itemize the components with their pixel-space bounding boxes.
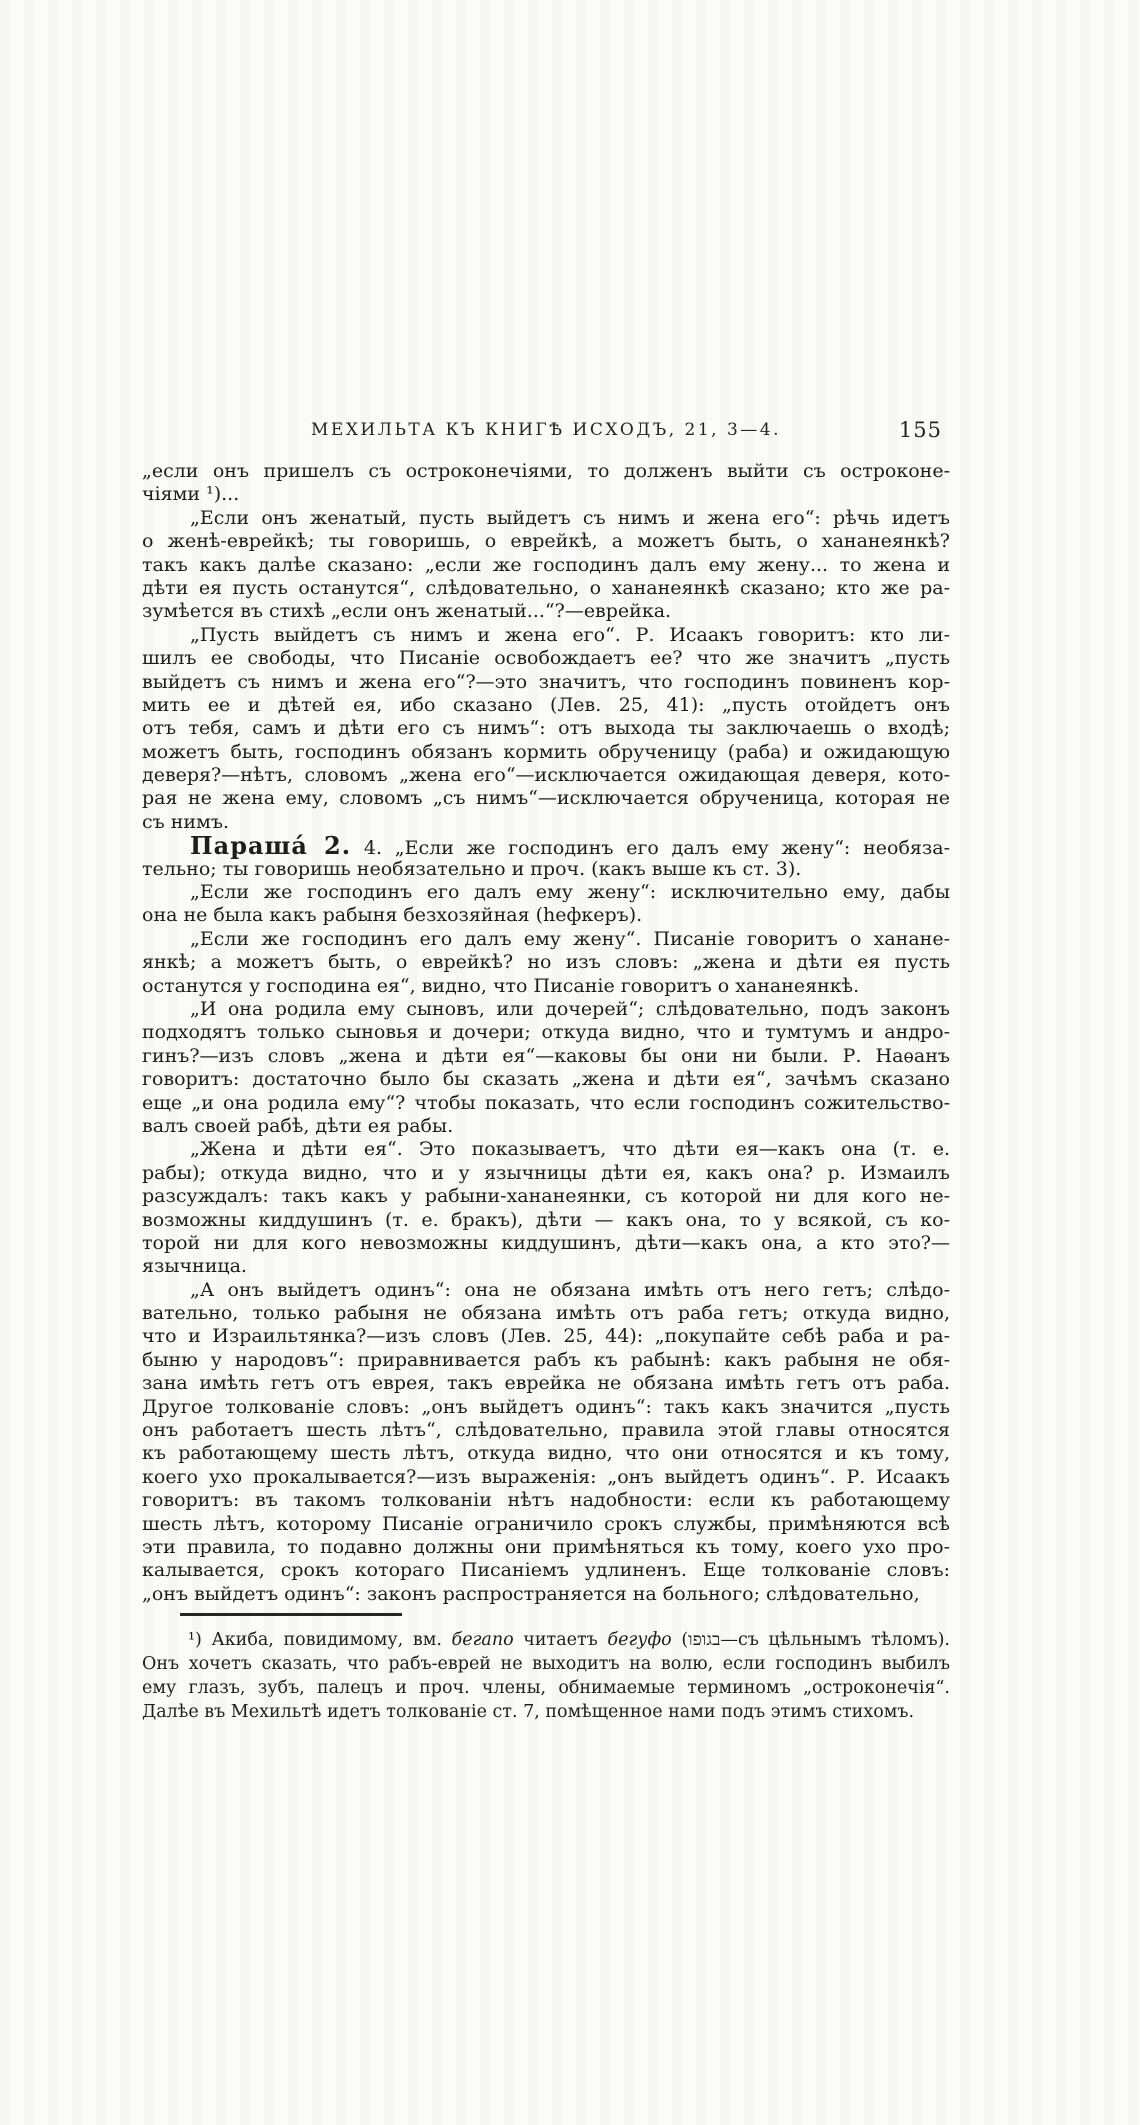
body-text-line: Параша́ 2. 4. „Если же господинъ его далъ ему жену“: необяза- [190,831,950,861]
body-text-line: говоритъ: въ такомъ толкованіи нѣтъ надобности: если къ работающему [142,1489,950,1512]
body-text-line: „Пусть выйдетъ съ нимъ и жена его“. Р. Исаакъ говоритъ: кто ли- [190,623,950,646]
footnote-text-line: ему глазъ, зубъ, палецъ и проч. члены, обнимаемые терминомъ „остроконечія“. [142,1678,950,1698]
body-text-line: валъ своей рабѣ, дѣти ея рабы. [142,1114,454,1137]
body-text-line: выйдетъ съ нимъ и жена его“?—это значитъ, что господинъ повиненъ кор- [142,670,950,693]
body-text-line: что и Израильтянка?—изъ словъ (Лев. 25, 44): „покупайте себѣ раба и ра- [142,1325,950,1348]
body-text-line: „Жена и дѣти ея“. Это показываетъ, что дѣти ея—какъ она (т. е. [190,1138,950,1161]
body-text-line: „А онъ выйдетъ одинъ“: она не обязана имѣть отъ него гетъ; слѣдо- [190,1278,950,1301]
running-title: МЕХИЛЬТА КЪ КНИГѢ ИСХОДЪ, 21, 3—4. [311,420,781,440]
body-text-line: быню у народовъ“: приравнивается рабъ къ рабынѣ: какъ рабыня не обя- [142,1348,950,1371]
body-text-line: шесть лѣтъ, которому Писаніе ограничило срокъ службы, примѣняются всѣ [142,1512,950,1535]
body-text-line: Другое толкованіе словъ: „онъ выйдетъ одинъ“: такъ какъ значится „пусть [142,1395,950,1418]
body-text-line: вательно, только рабыня не обязана имѣть отъ раба гетъ; откуда видно, [142,1302,950,1325]
body-text-line: тельно; ты говоришь необязательно и проч. (какъ выше къ ст. 3). [142,857,802,880]
body-text-line: „Если онъ женатый, пусть выйдетъ съ нимъ и жена его“: рѣчь идетъ [190,506,950,529]
footnote-separator-rule [180,1613,402,1616]
body-text-line: дѣти ея пусть останутся“, слѣдовательно, о хананеянкѣ сказано; кто же ра- [142,576,950,599]
body-text-line: о женѣ-еврейкѣ; ты говоришь, о еврейкѣ, а можетъ быть, о хананеянкѣ? [142,530,950,553]
body-text-line: съ нимъ. [142,810,230,833]
body-text-line: торой ни для кого невозможны киддушинъ, дѣти—какъ она, а кто это?— [142,1231,950,1254]
body-text-line: такъ какъ далѣе сказано: „если же господинъ далъ ему жену... то жена и [142,553,950,576]
body-text-line: „Если же господинъ его далъ ему жену“: исключительно ему, дабы [190,881,950,904]
body-text-line: калывается, срокъ котораго Писаніемъ удлиненъ. Еще толкованіе словъ: [142,1559,950,1582]
body-text-line: „И она родила ему сыновъ, или дочерей“; слѣдовательно, подъ законъ [190,997,950,1020]
body-text-line: къ работающему шесть лѣтъ, откуда видно, что они относятся и къ тому, [142,1442,950,1465]
body-text-line: чіями ¹)... [142,483,240,506]
italic-text: бегуфо [607,1630,672,1650]
body-text-line: коего ухо прокалывается?—изъ выраженія: „онъ выйдетъ одинъ“. Р. Исаакъ [142,1465,950,1488]
footnote-text-line: Далѣе въ Мехильтѣ идетъ толкованіе ст. 7, помѣщенное нами подъ этимъ стихомъ. [142,1702,915,1722]
body-text-line: язычница. [142,1255,247,1278]
body-text-line: она не была какъ рабыня безхозяйная (hефкеръ). [142,904,643,927]
italic-text: бегапо [451,1630,514,1650]
body-text-line: зумѣется въ стихѣ „если онъ женатый...“?—еврейка. [142,600,672,623]
bold-lead-text: Параша́ 2. [190,831,352,861]
body-text-line: рабы); откуда видно, что и у язычницы дѣти ея, какъ она? р. Измаилъ [142,1161,950,1184]
body-text-line: онъ работаетъ шесть лѣтъ“, слѣдовательно, правила этой главы относятся [142,1419,950,1442]
body-text-line: рая не жена ему, словомъ „съ нимъ“—исключается обрученица, которая не [142,787,950,810]
footnote-text-line: Онъ хочетъ сказать, что рабъ-еврей не выходитъ на волю, если господинъ выбилъ [142,1654,950,1674]
body-text-line: можетъ быть, господинъ обязанъ кормить обрученицу (раба) и ожидающую [142,740,950,763]
hebrew-text: בגופו [688,1630,721,1650]
body-text-line: еще „и она родила ему“? чтобы показать, что если господинъ сожительство- [142,1091,950,1114]
main-text-block [142,460,950,1606]
body-text-line: гинъ?—изъ словъ „жена и дѣти ея“—каковы бы они ни были. Р. Наѳанъ [142,1044,950,1067]
body-text-line: деверя?—нѣтъ, словомъ „жена его“—исключается ожидающая деверя, кото- [142,764,950,787]
body-text-line: подходятъ только сыновья и дочери; откуда видно, что и тумтумъ и андро- [142,1021,950,1044]
footnote-block [142,1628,950,1724]
body-text-line: отъ тебя, самъ и дѣти его съ нимъ“: отъ выхода ты заключаешь о входѣ; [142,717,950,740]
body-text-line: зана имѣть гетъ отъ еврея, такъ еврейка не обязана имѣть гетъ отъ раба. [142,1372,950,1395]
body-text-line: „если онъ пришелъ съ остроконечіями, то долженъ выйти съ остроконе- [142,460,950,482]
page-header [142,420,950,450]
body-text-line: янкѣ; а можетъ быть, о еврейкѣ? но изъ словъ: „жена и дѣти ея пусть [142,951,950,974]
body-text-line: шилъ ее свободы, что Писаніе освобождаетъ ее? что же значитъ „пусть [142,647,950,670]
footnote-text-line: ¹) Акиба, повидимому, вм. бегапо читаетъ бегуфо (בגופו—съ цѣльнымъ тѣломъ). [188,1630,950,1650]
body-text-line: мить ее и дѣтей ея, ибо сказано (Лев. 25, 41): „пусть отойдетъ онъ [142,693,950,716]
body-text-line: останутся у господина ея“, видно, что Писаніе говоритъ о хананеянкѣ. [142,974,860,997]
page-number: 155 [898,418,942,442]
body-text-line: „Если же господинъ его далъ ему жену“. Писаніе говоритъ о ханане- [190,927,950,950]
body-text-line: говоритъ: достаточно было бы сказать „жена и дѣти ея“, зачѣмъ сказано [142,1068,950,1091]
body-text-line: „онъ выйдетъ одинъ“: законъ распространяется на больного; слѣдовательно, [142,1582,920,1605]
body-text-line: возможны киддушинъ (т. е. бракъ), дѣти — какъ она, то у всякой, съ ко- [142,1208,950,1231]
body-text-line: разсуждалъ: такъ какъ у рабыни-хананеянки, съ которой ни для кого не- [142,1185,950,1208]
body-text-line: эти правила, то подавно должны они примѣняться къ тому, коего ухо про- [142,1535,950,1558]
